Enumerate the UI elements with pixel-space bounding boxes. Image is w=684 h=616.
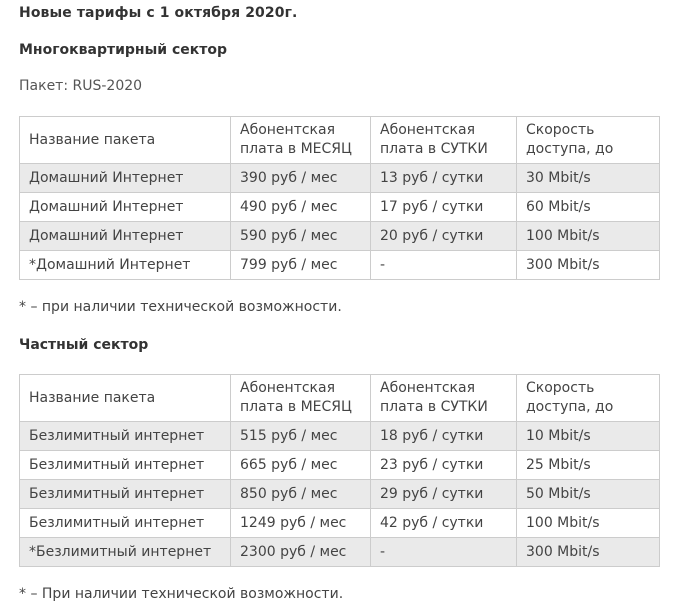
table-row — [20, 251, 660, 280]
monthly-fee: 2300 руб / мес — [231, 538, 371, 567]
speed: 300 Mbit/s — [517, 538, 660, 567]
monthly-fee: 799 руб / мес — [231, 251, 371, 280]
table-header-row — [20, 117, 660, 164]
header-speed: Скорость доступа, до — [517, 375, 660, 422]
speed: 30 Mbit/s — [517, 164, 660, 193]
availability-note: * – При наличии технической возможности. — [19, 586, 344, 602]
speed: 50 Mbit/s — [517, 480, 660, 509]
table-row — [20, 538, 660, 567]
availability-note: * – при наличии технической возможности. — [19, 299, 342, 315]
monthly-fee: 515 руб / мес — [231, 422, 371, 451]
speed: 60 Mbit/s — [517, 193, 660, 222]
daily-fee: 18 руб / сутки — [371, 422, 517, 451]
package-name: Безлимитный интернет — [20, 480, 231, 509]
monthly-fee: 1249 руб / мес — [231, 509, 371, 538]
monthly-fee: 850 руб / мес — [231, 480, 371, 509]
speed: 100 Mbit/s — [517, 509, 660, 538]
table-row — [20, 422, 660, 451]
table-row — [20, 164, 660, 193]
daily-fee: 42 руб / сутки — [371, 509, 517, 538]
daily-fee: 17 руб / сутки — [371, 193, 517, 222]
daily-fee: 20 руб / сутки — [371, 222, 517, 251]
header-speed: Скорость доступа, до — [517, 117, 660, 164]
table-row — [20, 480, 660, 509]
daily-fee: 13 руб / сутки — [371, 164, 517, 193]
package-name: *Домашний Интернет — [20, 251, 231, 280]
header-package-name: Название пакета — [20, 375, 231, 422]
private-tariff-table — [19, 374, 660, 567]
apartment-sector-heading: Многоквартирный сектор — [19, 42, 227, 58]
daily-fee: 23 руб / сутки — [371, 451, 517, 480]
package-label: Пакет: RUS-2020 — [19, 78, 143, 94]
header-package-name: Название пакета — [20, 117, 231, 164]
package-name: Домашний Интернет — [20, 193, 231, 222]
package-name: Домашний Интернет — [20, 222, 231, 251]
header-monthly-fee: Абонентская плата в МЕСЯЦ — [231, 117, 371, 164]
daily-fee: 29 руб / сутки — [371, 480, 517, 509]
monthly-fee: 390 руб / мес — [231, 164, 371, 193]
private-sector-heading: Частный сектор — [19, 337, 149, 353]
package-name: Безлимитный интернет — [20, 451, 231, 480]
table-header-row — [20, 375, 660, 422]
speed: 10 Mbit/s — [517, 422, 660, 451]
table-row — [20, 193, 660, 222]
package-name: Безлимитный интернет — [20, 422, 231, 451]
monthly-fee: 490 руб / мес — [231, 193, 371, 222]
header-monthly-fee: Абонентская плата в МЕСЯЦ — [231, 375, 371, 422]
package-name: Безлимитный интернет — [20, 509, 231, 538]
package-name: Домашний Интернет — [20, 164, 231, 193]
page-title: Новые тарифы с 1 октября 2020г. — [19, 5, 298, 21]
speed: 25 Mbit/s — [517, 451, 660, 480]
table-row — [20, 451, 660, 480]
header-daily-fee: Абонентская плата в СУТКИ — [371, 375, 517, 422]
table-row — [20, 222, 660, 251]
table-row — [20, 509, 660, 538]
speed: 100 Mbit/s — [517, 222, 660, 251]
monthly-fee: 665 руб / мес — [231, 451, 371, 480]
header-daily-fee: Абонентская плата в СУТКИ — [371, 117, 517, 164]
daily-fee: - — [371, 251, 517, 280]
apartment-tariff-table — [19, 116, 660, 280]
speed: 300 Mbit/s — [517, 251, 660, 280]
monthly-fee: 590 руб / мес — [231, 222, 371, 251]
daily-fee: - — [371, 538, 517, 567]
package-name: *Безлимитный интернет — [20, 538, 231, 567]
